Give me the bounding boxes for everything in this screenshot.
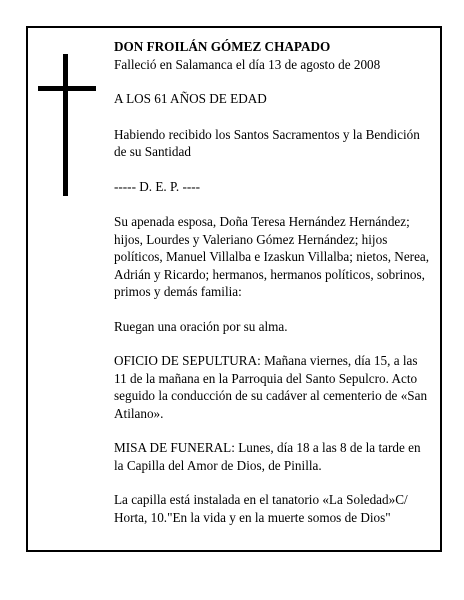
cross-horizontal-bar — [38, 86, 96, 91]
dep-line: ----- D. E. P. ---- — [114, 178, 201, 194]
age-line: A LOS 61 AÑOS DE EDAD — [114, 91, 267, 106]
obituary-content — [114, 38, 432, 543]
deceased-name: DON FROILÁN GÓMEZ CHAPADO — [114, 39, 331, 54]
sacraments-text: Habiendo recibido los Santos Sacramentos y la Bendición de su Santidad — [114, 126, 420, 159]
funeral-mass-text: MISA DE FUNERAL: Lunes, día 18 a las 8 de la tarde en la Capilla del Amor de Dios, de Pinilla. — [114, 440, 421, 473]
death-line: Falleció en Salamanca el día 13 de agosto de 2008 — [114, 56, 381, 72]
cross-icon — [38, 54, 96, 196]
family-text: Su apenada esposa, Doña Teresa Hernández Hernández; hijos, Lourdes y Valeriano Gómez Hernández; hijos políticos, Manuel Villalba e Izaskun Villalba; nietos, Nerea, Adrián y Ricardo; hermanos, hermanos políticos, sobrinos, primos y demás familia: — [114, 214, 430, 299]
chapel-text: La capilla está instalada en el tanatorio «La Soledad»C/ Horta, 10."En la vida y en la muerte somos de Dios" — [114, 492, 408, 525]
cross-vertical-bar — [63, 54, 68, 196]
burial-office-text: OFICIO DE SEPULTURA: Mañana viernes, día 15, a las 11 de la mañana en la Parroquia del Santo Sepulcro. Acto seguido la conducción de su cadáver al cementerio de «San Atilano». — [114, 353, 428, 421]
prayer-text: Ruegan una oración por su alma. — [114, 318, 288, 334]
